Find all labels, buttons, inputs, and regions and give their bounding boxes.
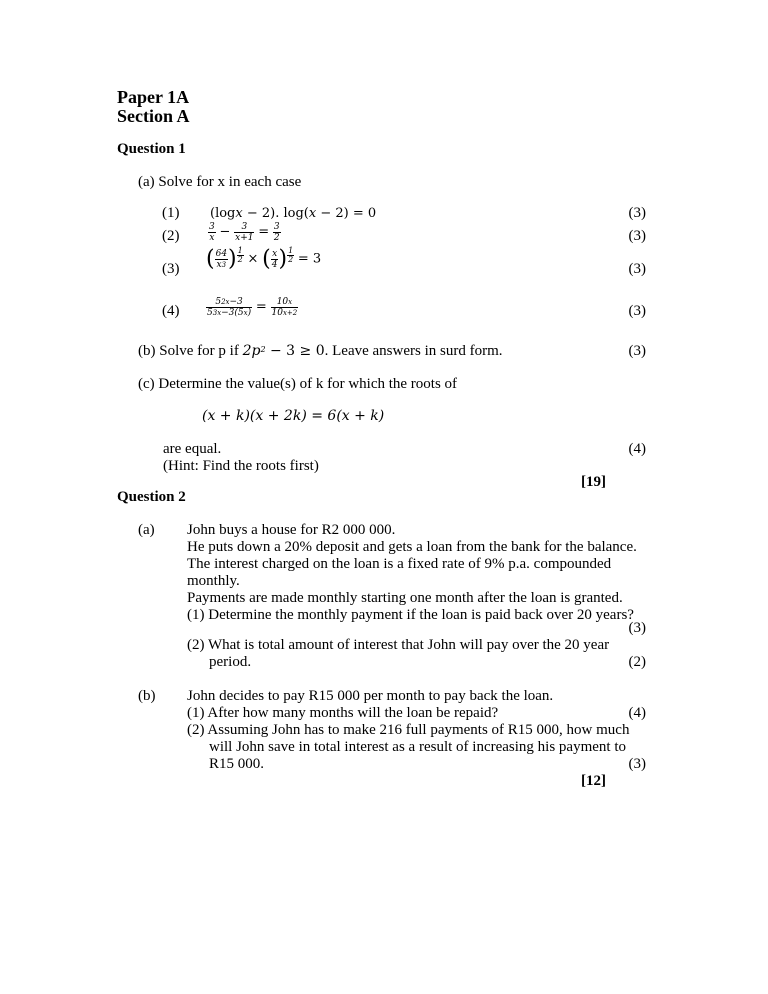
q1a-item-2-marks: (3) xyxy=(628,228,646,244)
q2b2-text-line-2: will John save in total interest as a result of increasing his payment to xyxy=(209,739,626,755)
q2a-line-4: monthly. xyxy=(187,573,240,589)
q1-total: [19] xyxy=(581,474,606,490)
section-title: Section A xyxy=(117,106,190,126)
q1a-item-4-number: (4) xyxy=(162,303,180,319)
q2b2-text-line-3: R15 000. xyxy=(209,756,265,772)
q1a-item-2-number: (2) xyxy=(162,228,180,244)
q1c-marks: (4) xyxy=(628,441,646,457)
q2a-label: (a) xyxy=(138,522,155,538)
paper-title: Paper 1A xyxy=(117,87,190,107)
q2b1-marks: (4) xyxy=(628,705,646,721)
q1a-item-1-equation: (logx − 2). log(x − 2) = 0 xyxy=(210,206,377,221)
q2b-label: (b) xyxy=(138,688,156,704)
q2a1-marks: (3) xyxy=(628,620,646,636)
q1a-item-3-equation: ( $\frac{64}{x3}$ ) $\frac{1}{2}$ × ( $\frac{x}{4}$ ) $\frac{1}{2}$ = 3 xyxy=(206,246,322,272)
q1a-label: (a) Solve for x in each case xyxy=(138,174,302,190)
q1a-item-2-equation: $\frac{3}{x}$ − $\frac{3}{x+1}$ = $\frac{3}{2}$ xyxy=(209,222,280,243)
q2a-line-5: Payments are made monthly starting one month after the loan is granted. xyxy=(187,590,623,606)
question-1-title: Question 1 xyxy=(117,141,186,157)
q2b2-text-line-1: (2) Assuming John has to make 216 full payments of R15 000, how much xyxy=(187,722,630,738)
q2a2-text-line-2: period. xyxy=(209,654,252,670)
q2a2-marks: (2) xyxy=(628,654,646,670)
q2a1-text: (1) Determine the monthly payment if the loan is paid back over 20 years? xyxy=(187,607,634,623)
q1a-item-4-equation: $\frac{52x-3}{53x-3(5x)}$ = $\frac{10x}{10x+2}$ xyxy=(207,297,298,318)
q1a-item-1-number: (1) xyxy=(162,205,180,221)
q1c-equation: (x + k)(x + 2k) = 6(x + k) xyxy=(202,408,385,424)
q2-total: [12] xyxy=(581,773,606,789)
q2a-line-3: The interest charged on the loan is a fixed rate of 9% p.a. compounded xyxy=(187,556,612,572)
q1c-hint: (Hint: Find the roots first) xyxy=(163,458,319,474)
q2b-intro: John decides to pay R15 000 per month to pay back the loan. xyxy=(187,688,554,704)
q1b-text: (b) Solve for p if $2p^2 - 3 \ge 0$. Leave answers in surd form. xyxy=(138,343,503,359)
q1a-item-1-marks: (3) xyxy=(628,205,646,221)
q1a-item-3-number: (3) xyxy=(162,261,180,277)
q1c-label: (c) Determine the value(s) of k for which the roots of xyxy=(138,376,458,392)
q2a-line-2: He puts down a 20% deposit and gets a loan from the bank for the balance. xyxy=(187,539,637,555)
q2b2-marks: (3) xyxy=(628,756,646,772)
q1c-equal-text: are equal. xyxy=(163,441,222,457)
q1a-item-3-marks: (3) xyxy=(628,261,646,277)
q2a2-text-line-1: (2) What is total amount of interest that John will pay over the 20 year xyxy=(187,637,610,653)
q1a-item-4-marks: (3) xyxy=(628,303,646,319)
q2a-line-1: John buys a house for R2 000 000. xyxy=(187,522,396,538)
q2b1-text: (1) After how many months will the loan be repaid? xyxy=(187,705,499,721)
q1b-marks: (3) xyxy=(628,343,646,359)
question-2-title: Question 2 xyxy=(117,489,186,505)
